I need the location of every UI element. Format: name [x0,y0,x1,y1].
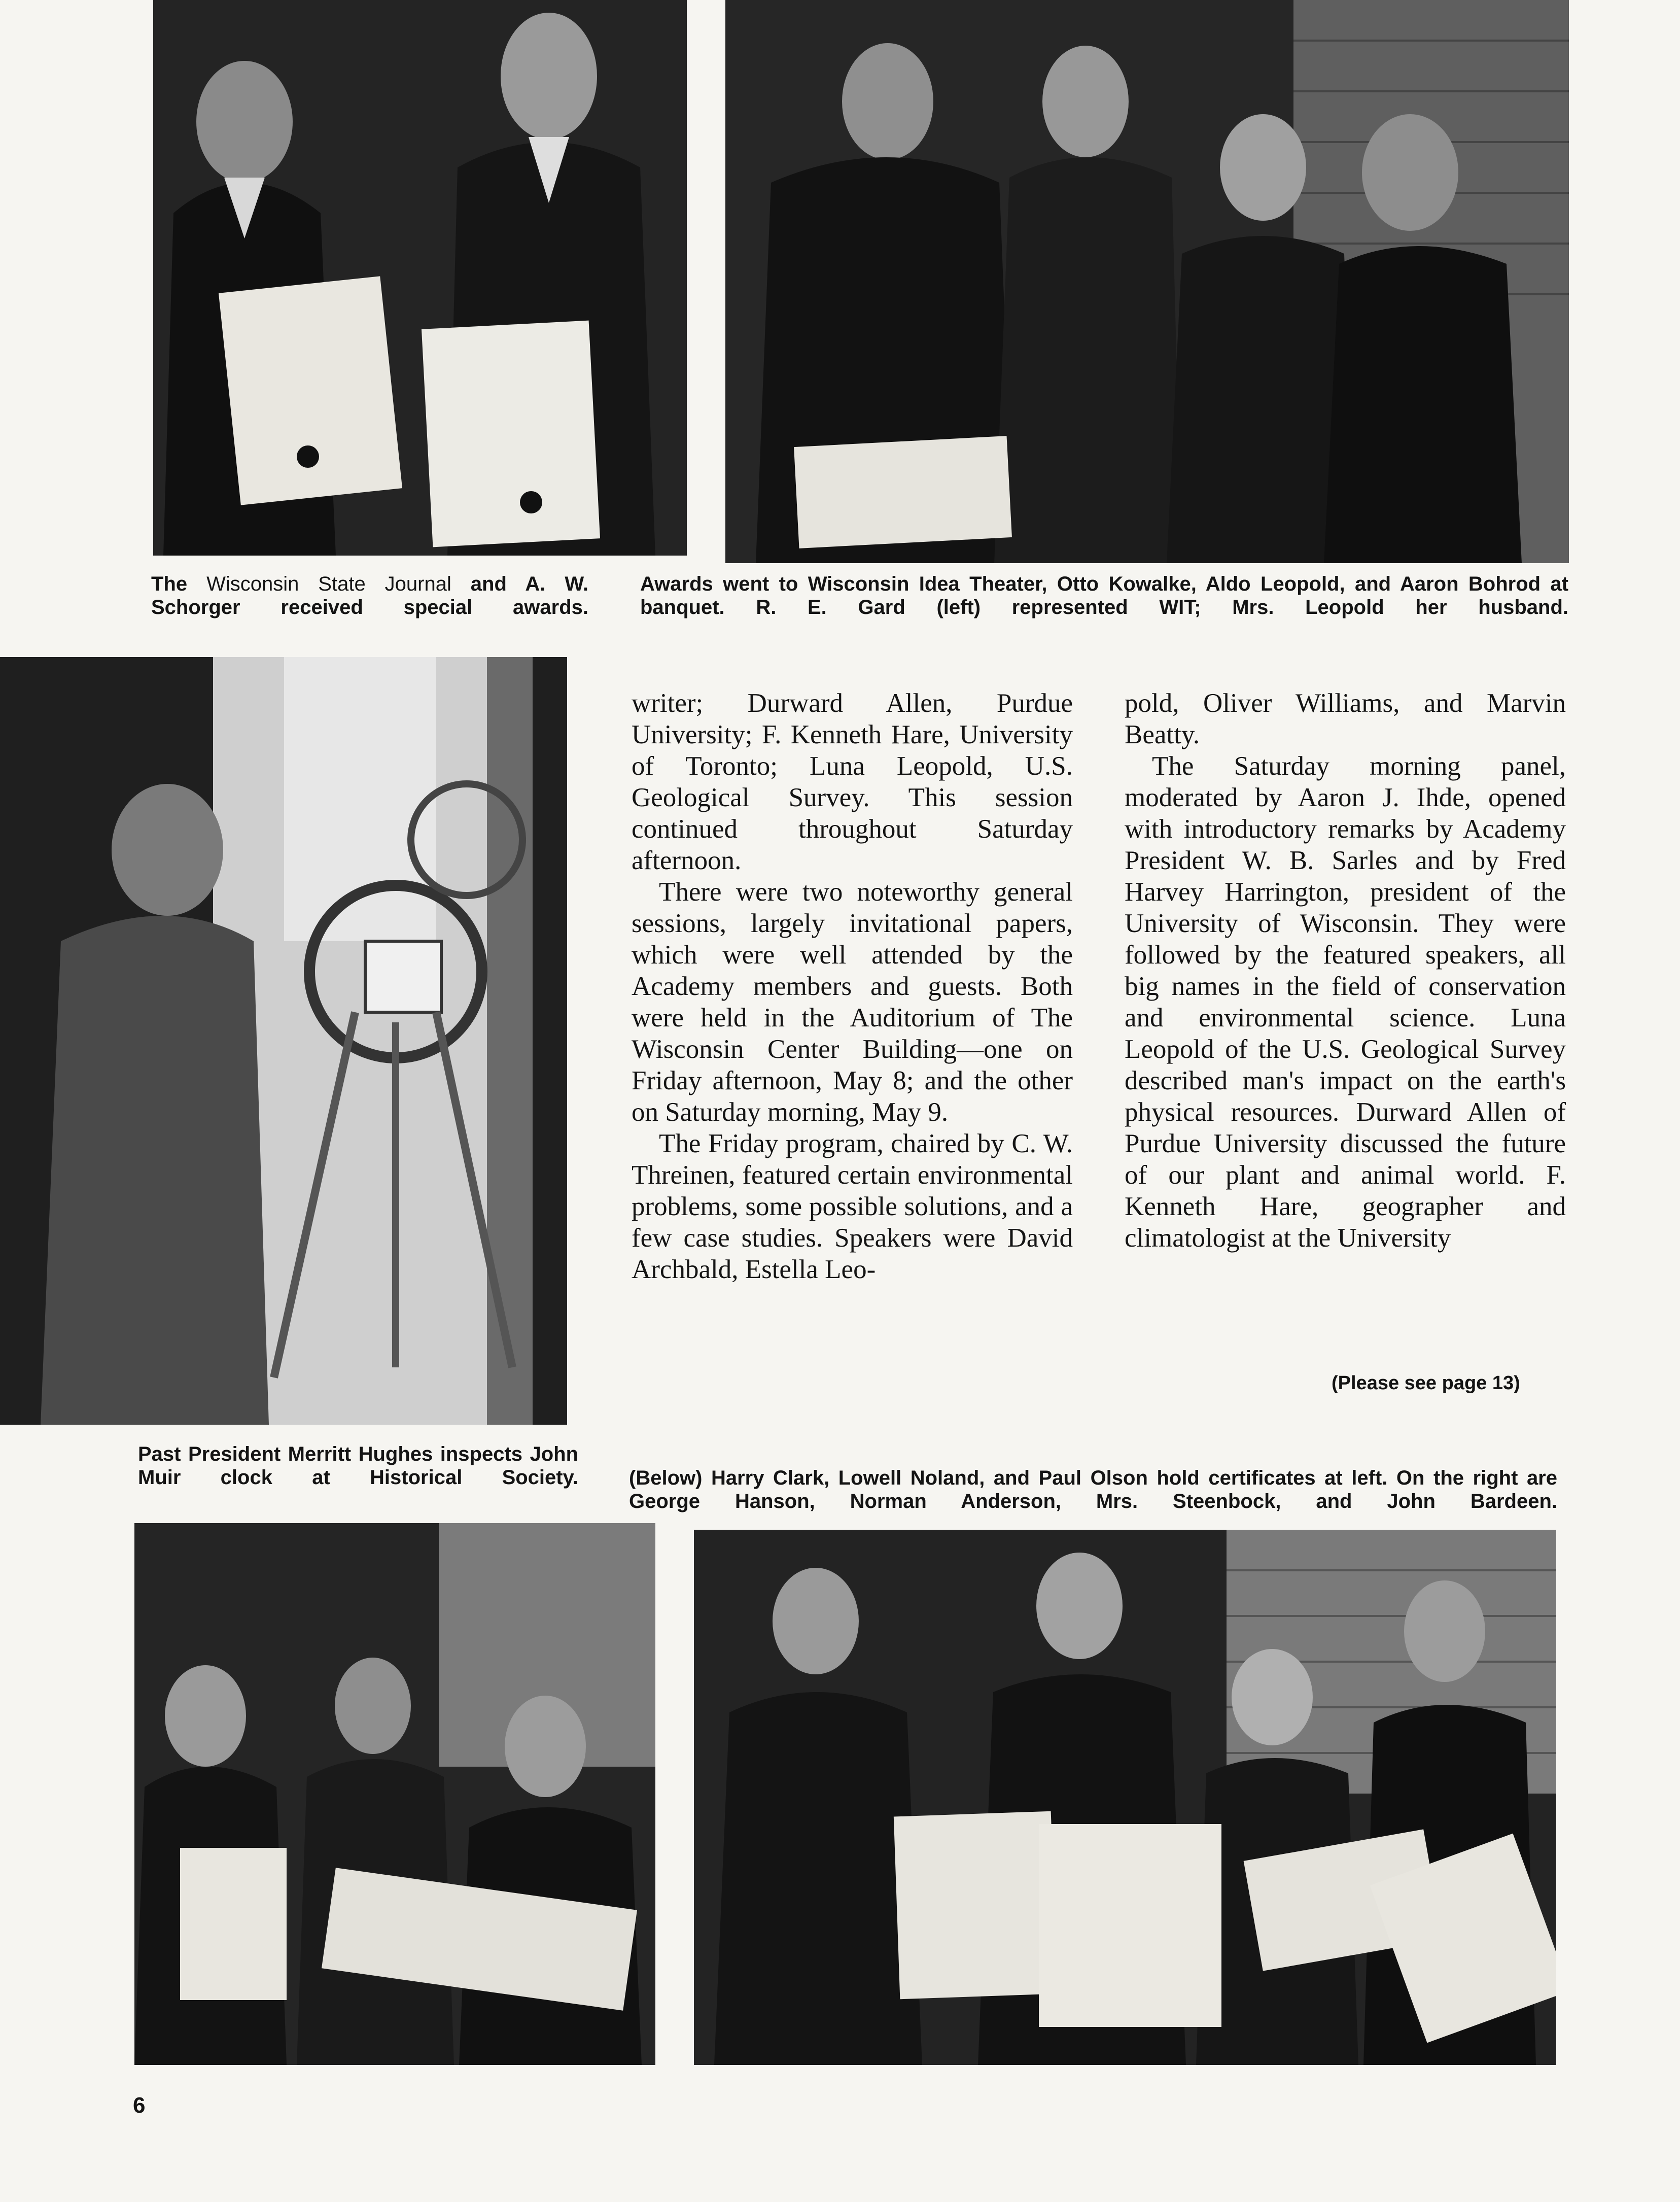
article-paragraph: The Saturday morning panel, moderated by Aaron J. Ihde, opened with introductory remarks by Academy President W. B. Sarles and by Fred Harvey Harrington, president of the University of Wisconsin. They were followed by the featured speakers, all big names in the field of conservation and environmental science. Luna Leopold of the U.S. Geological Survey described man's impact on the earth's physical resources. Durward Allen of Purdue University discussed the future of our plant and animal world. F. Kenneth Hare, geographer and climatologist at the University [1125,751,1566,1253]
caption-rest: and A. W. Schorger received special awards. [151,573,588,618]
article-column-2 [1125,687,1566,1254]
caption-certificate-holders: (Below) Harry Clark, Lowell Noland, and Paul Olson hold certificates at left. On the right are George Hanson, Norman Anderson, Mrs. Steenbock, and John Bardeen. [629,1467,1557,1512]
caption-journal-schorger [151,572,588,619]
caption-banquet-awards: Awards went to Wisconsin Idea Theater, Otto Kowalke, Aldo Leopold, and Aaron Bohrod at banquet. R. E. Gard (left) represented WIT; Mrs. Leopold her husband. [640,573,1568,618]
article-column-1 [632,687,1073,1285]
article-paragraph: There were two noteworthy general sessions, largely invitational papers, which were well attended by the Academy members and guests. Both were held in the Auditorium of The Wisconsin Center Building—one on Friday afternoon, May 8; and the other on Saturday morning, May 9. [632,877,1073,1127]
photo-hanson-anderson-steenbock-bardeen [694,1530,1556,2065]
article-paragraph: writer; Durward Allen, Purdue University; F. Kenneth Hare, University of Toronto; Luna Leopold, U.S. Geological Survey. This session continued throughout Saturday afternoon. [632,689,1073,875]
photo-journal-schorger-awards [153,0,687,556]
caption-publication: Wisconsin State Journal [206,573,451,595]
photo-muir-clock [0,657,567,1425]
caption-lead: The [151,573,188,595]
caption-muir-clock: Past President Merritt Hughes inspects John Muir clock at Historical Society. [138,1443,578,1489]
article-paragraph: pold, Oliver Williams, and Marvin Beatty. [1125,689,1566,749]
photo-clark-noland-olson [134,1523,655,2065]
article-paragraph: The Friday program, chaired by C. W. Threinen, featured certain environmental problems, some possible solutions, and a few case studies. Speakers were David Archbald, Estella Leo- [632,1129,1073,1284]
page-number: 6 [133,2093,146,2118]
photo-banquet-awards [725,0,1569,563]
continued-notice: (Please see page 13) [1332,1372,1520,1394]
